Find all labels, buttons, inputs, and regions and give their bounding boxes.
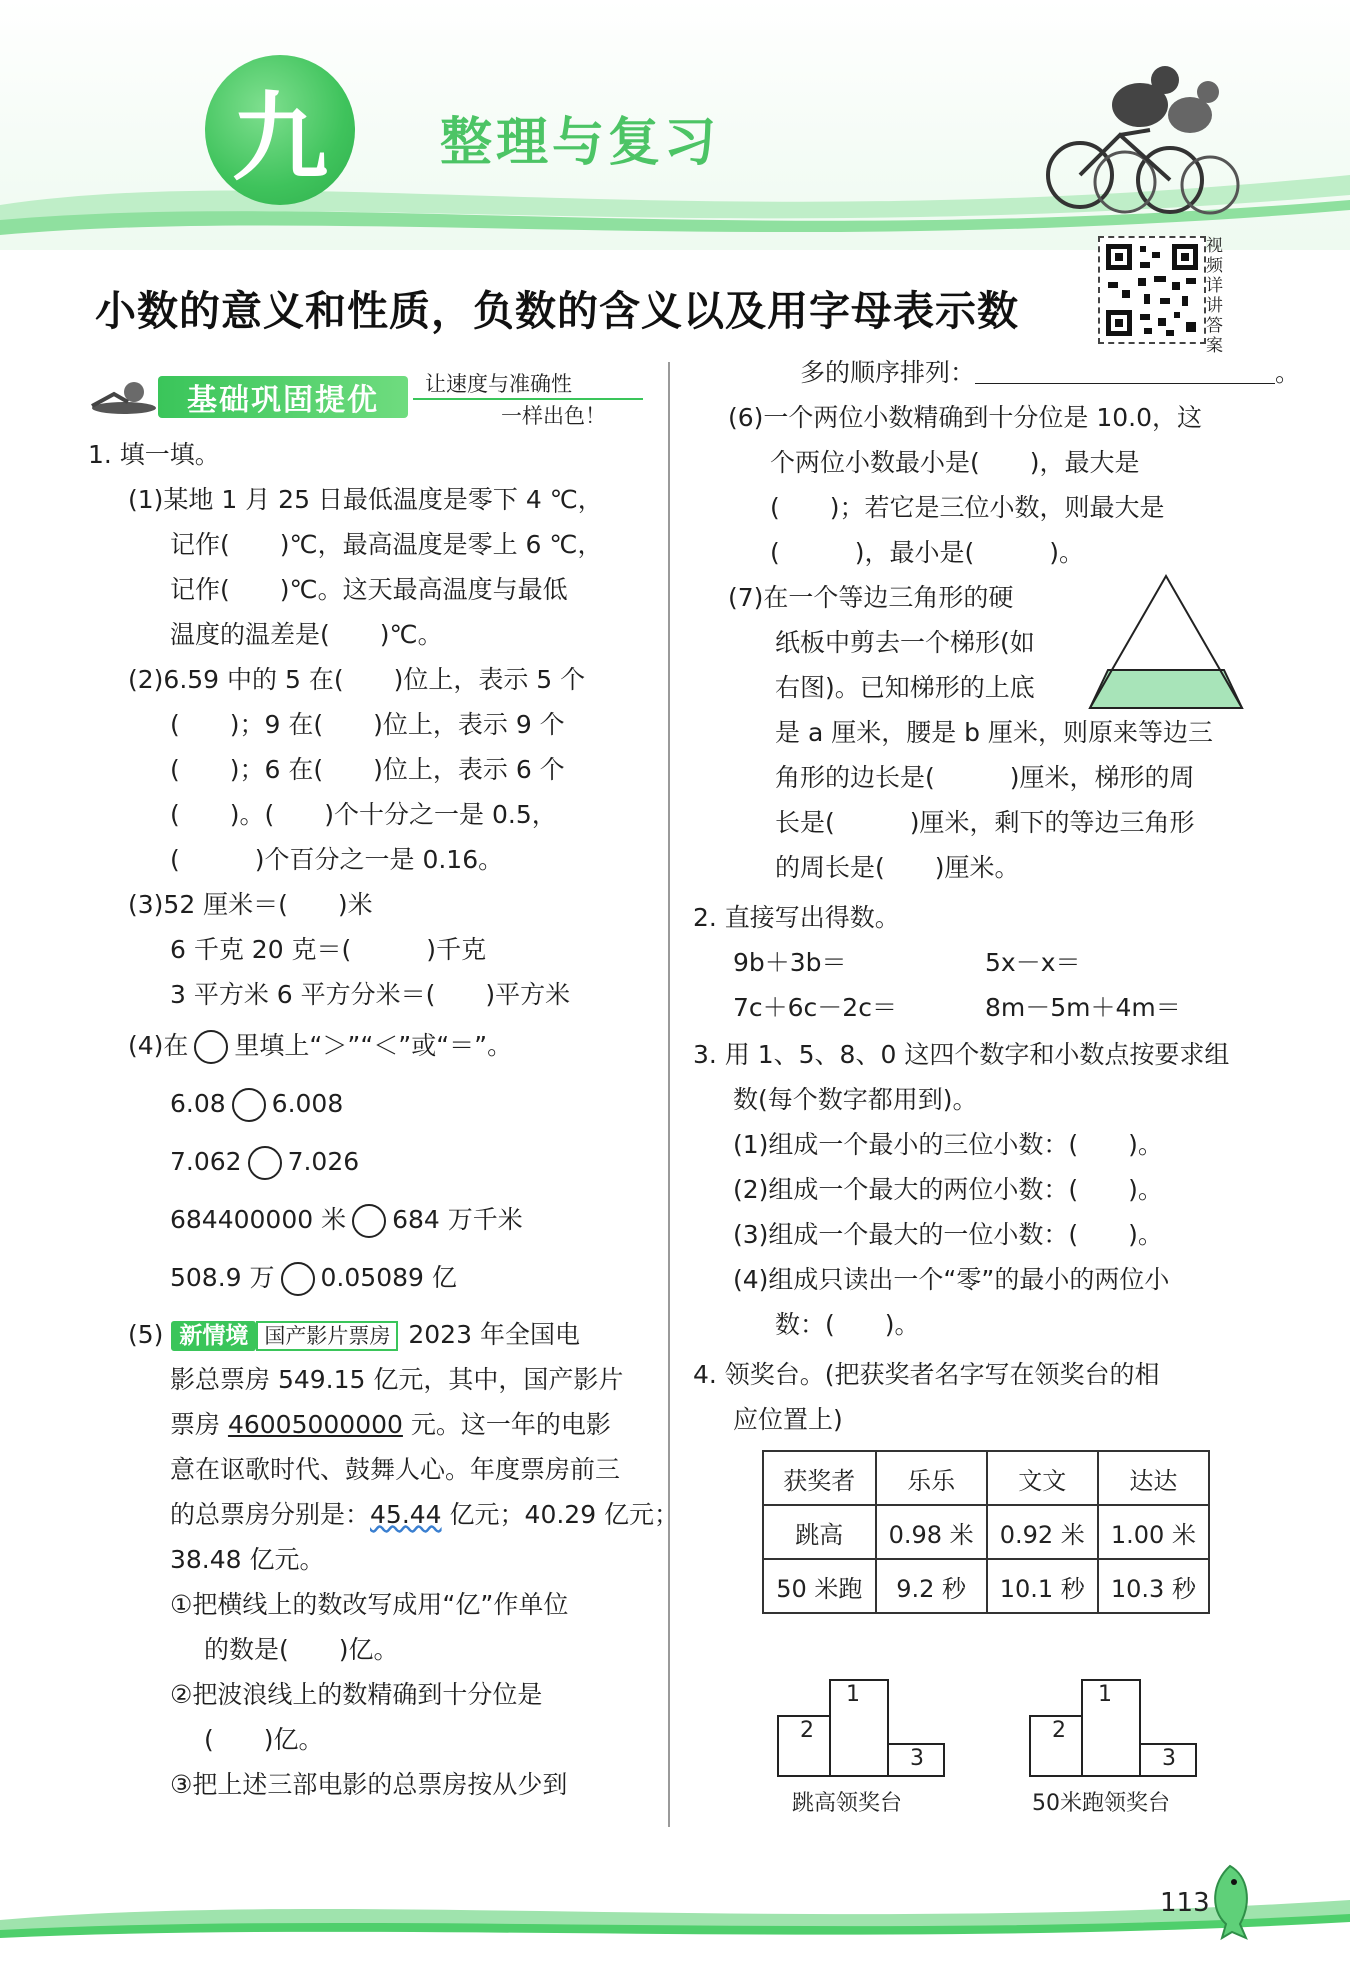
- banner-slogan: [425, 368, 645, 432]
- q3-item: (3)组成一个最大的一位小数：( )。: [733, 1220, 1163, 1249]
- table-cell: 10.3 秒: [1098, 1559, 1209, 1613]
- q1-1-line: (1)某地 1 月 25 日最低温度是零下 4 ℃，: [128, 485, 603, 514]
- triangle-trapezoid-figure: [1088, 574, 1244, 710]
- q1-6-line: (6)一个两位小数精确到十分位是 10.0，这: [728, 403, 1203, 432]
- compare-answer-circle[interactable]: [281, 1262, 315, 1296]
- lesson-subtitle: 小数的意义和性质，负数的含义以及用字母表示数: [95, 287, 1019, 335]
- podium-caption: 跳高领奖台: [792, 1791, 903, 1816]
- dolphin-mascot-icon: [1200, 1862, 1260, 1942]
- q1-1-line: 记作( )℃。这天最高温度与最低: [170, 575, 568, 604]
- compare-right-value: 7.026: [287, 1147, 360, 1176]
- wavy-underlined-number: 45.44: [370, 1500, 442, 1529]
- table-cell: 9.2 秒: [876, 1559, 987, 1613]
- podium-high-jump: [776, 1678, 946, 1816]
- compare-answer-circle[interactable]: [248, 1146, 282, 1180]
- podium-50m-run: [1028, 1678, 1198, 1816]
- q1-7-line: 角形的边长是( )厘米，梯形的周: [775, 763, 1195, 792]
- table-header-cell: 文文: [987, 1451, 1098, 1505]
- q4-title: 应位置上): [733, 1405, 843, 1434]
- q1-6-line: ( )；若它是三位小数，则最大是: [770, 493, 1165, 522]
- podium-place-1: 1: [1098, 1682, 1112, 1707]
- q2-title: 2. 直接写出得数。: [693, 903, 900, 932]
- skateboard-mascot-icon: [88, 378, 160, 418]
- table-row: [763, 1505, 1209, 1559]
- results-table: [762, 1450, 1210, 1614]
- q1-2-line: (2)6.59 中的 5 在( )位上，表示 5 个: [128, 665, 586, 694]
- slogan-line-1: 让速度与准确性: [425, 372, 572, 396]
- q1-2-line: ( )个百分之一是 0.16。: [170, 845, 504, 874]
- slogan-line-2: 一样出色！: [501, 404, 606, 428]
- podium-place-1: 1: [846, 1682, 860, 1707]
- box-office-tag: 国产影片票房: [256, 1321, 398, 1351]
- footer-wave-decoration: [0, 1880, 1350, 1940]
- table-cell: 跳高: [763, 1505, 876, 1559]
- compare-answer-circle[interactable]: [352, 1204, 386, 1238]
- chapter-title: 整理与复习: [440, 113, 721, 173]
- compare-circle-icon: [194, 1030, 228, 1064]
- compare-item: [170, 1088, 343, 1122]
- q1-5-sub: ③把上述三部电影的总票房按从少到: [170, 1770, 568, 1799]
- q2-item: 8m－5m＋4m＝: [985, 993, 1181, 1022]
- podium-place-3: 3: [1162, 1746, 1176, 1771]
- q1-5-text: 2023 年全国电: [408, 1320, 580, 1349]
- chapter-number-badge: 九: [205, 55, 355, 205]
- q3-item: (1)组成一个最小的三位小数：( )。: [733, 1130, 1163, 1159]
- q1-3-line: (3)52 厘米＝( )米: [128, 890, 373, 919]
- compare-right-value: 6.008: [271, 1089, 344, 1118]
- q1-5-line: 影总票房 549.15 亿元，其中，国产影片: [170, 1365, 624, 1394]
- compare-left-value: 7.062: [170, 1147, 242, 1176]
- q1-7-line: 的周长是( )厘米。: [775, 853, 1020, 882]
- compare-item: [170, 1204, 523, 1238]
- podium-place-2: 2: [800, 1718, 814, 1743]
- compare-item: [170, 1262, 457, 1296]
- page-number: 113: [1160, 1888, 1210, 1918]
- compare-answer-circle[interactable]: [232, 1088, 266, 1122]
- table-cell: 50 米跑: [763, 1559, 876, 1613]
- q1-4-intro-b: 里填上“＞”“＜”或“＝”。: [234, 1031, 513, 1060]
- q4-title: 4. 领奖台。(把获奖者名字写在领奖台的相: [693, 1360, 1160, 1389]
- compare-item: [170, 1146, 359, 1180]
- table-header-cell: 达达: [1098, 1451, 1209, 1505]
- q2-item: 5x－x＝: [985, 948, 1081, 977]
- q1-3-line: 3 平方米 6 平方分米＝( )平方米: [170, 980, 571, 1009]
- underlined-number: 46005000000: [227, 1410, 403, 1439]
- q1-5-number: (5): [128, 1320, 164, 1349]
- q1-5-sub: ①把横线上的数改写成用“亿”作单位: [170, 1590, 569, 1619]
- q1-7-line: 纸板中剪去一个梯形(如: [775, 628, 1035, 657]
- table-header-row: [763, 1451, 1209, 1505]
- q1-5-sub: 的数是( )亿。: [204, 1635, 399, 1664]
- q1-title: 1. 填一填。: [88, 440, 220, 469]
- q1-6-line: 个两位小数最小是( )，最大是: [770, 448, 1140, 477]
- q1-5-continuation: 多的顺序排列：＿＿＿＿＿＿＿＿＿＿＿＿。: [800, 358, 1301, 387]
- q1-3-line: 6 千克 20 克＝( )千克: [170, 935, 487, 964]
- q1-1-line: 温度的温差是( )℃。: [170, 620, 443, 649]
- q1-5-sub: ②把波浪线上的数精确到十分位是: [170, 1680, 543, 1709]
- section-banner: 基础巩固提优: [158, 376, 408, 418]
- q1-5-line: 意在讴歌时代、鼓舞人心。年度票房前三: [170, 1455, 621, 1484]
- podium-place-2: 2: [1052, 1718, 1066, 1743]
- q1-7-line: 是 a 厘米，腰是 b 厘米，则原来等边三: [775, 718, 1213, 747]
- q2-item: 9b＋3b＝: [733, 948, 847, 977]
- q1-5-line: 38.48 亿元。: [170, 1545, 325, 1574]
- q2-item: 7c＋6c－2c＝: [733, 993, 897, 1022]
- q1-5-line: [170, 1410, 611, 1440]
- q1-7-line: 长是( )厘米，剩下的等边三角形: [775, 808, 1195, 837]
- q1-7-line: 右图)。已知梯形的上底: [775, 673, 1035, 702]
- q3-item: 数：( )。: [775, 1310, 920, 1339]
- q1-5-text: 元。这一年的电影: [402, 1410, 611, 1439]
- q3-item: (2)组成一个最大的两位小数：( )。: [733, 1175, 1163, 1204]
- q1-5-text: 的总票房分别是：: [170, 1500, 371, 1529]
- q1-2-line: ( )；9 在( )位上，表示 9 个: [170, 710, 565, 739]
- table-cell: 10.1 秒: [987, 1559, 1098, 1613]
- table-row: [763, 1559, 1209, 1613]
- q1-7-line: (7)在一个等边三角形的硬: [728, 583, 1014, 612]
- table-header-cell: 乐乐: [876, 1451, 987, 1505]
- q1-2-line: ( )。( )个十分之一是 0.5，: [170, 800, 557, 829]
- podium-caption: 50米跑领奖台: [1032, 1791, 1170, 1816]
- table-cell: 1.00 米: [1098, 1505, 1209, 1559]
- q3-title: 3. 用 1、5、8、0 这四个数字和小数点按要求组: [693, 1040, 1230, 1069]
- q1-5-line: [128, 1320, 580, 1351]
- table-cell: 0.92 米: [987, 1505, 1098, 1559]
- q1-5-line: [170, 1500, 679, 1530]
- cyclists-illustration-icon: [1040, 50, 1240, 220]
- compare-left-value: 508.9 万: [170, 1263, 275, 1292]
- qr-code-icon[interactable]: [1098, 236, 1206, 344]
- q1-1-line: 记作( )℃，最高温度是零上 6 ℃，: [170, 530, 603, 559]
- q1-6-line: ( )，最小是( )。: [770, 538, 1085, 567]
- compare-right-value: 684 万千米: [392, 1205, 523, 1234]
- q1-5-text: 亿元；40.29 亿元；: [441, 1500, 680, 1529]
- q1-2-line: ( )；6 在( )位上，表示 6 个: [170, 755, 565, 784]
- compare-left-value: 684400000 米: [170, 1205, 347, 1234]
- q3-title: 数(每个数字都用到)。: [733, 1085, 978, 1114]
- table-header-cell: 获奖者: [763, 1451, 876, 1505]
- table-cell: 0.98 米: [876, 1505, 987, 1559]
- compare-right-value: 0.05089 亿: [320, 1263, 457, 1292]
- q1-5-sub: ( )亿。: [204, 1725, 324, 1754]
- new-scenario-tag: 新情境: [171, 1321, 256, 1351]
- q1-4-intro: [128, 1030, 512, 1064]
- column-divider: [668, 362, 670, 1827]
- podium-place-3: 3: [910, 1746, 924, 1771]
- q1-4-intro-a: (4)在: [128, 1031, 189, 1060]
- q1-5-text: 票房: [170, 1410, 228, 1439]
- compare-left-value: 6.08: [170, 1089, 226, 1118]
- qr-code-label: 视频详讲答案: [1206, 236, 1223, 356]
- q3-item: (4)组成只读出一个“零”的最小的两位小: [733, 1265, 1170, 1294]
